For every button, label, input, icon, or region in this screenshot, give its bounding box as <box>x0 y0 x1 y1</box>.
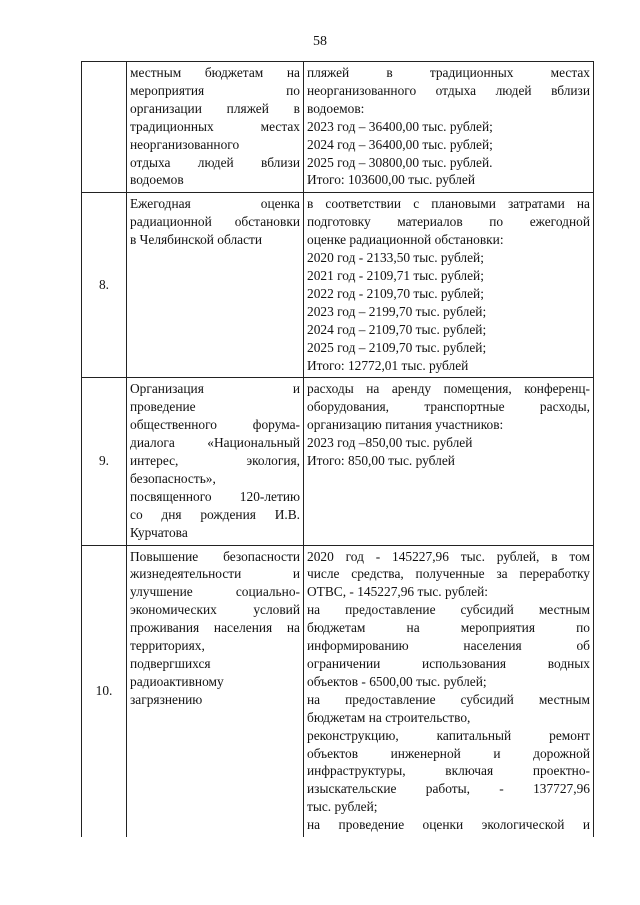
funding-line: на предоставление субсидий местным <box>307 691 590 707</box>
page-number: 58 <box>313 34 327 49</box>
table-row <box>82 545 594 837</box>
funding-line: на предоставление субсидий местным <box>307 602 590 618</box>
measure-name-line: улучшение социально- <box>130 584 300 600</box>
funding-line: 2025 год – 2109,70 тыс. рублей; <box>307 339 487 355</box>
row-number <box>82 62 127 193</box>
measure-name-line: проведение <box>130 399 196 415</box>
funding-line: 2024 год – 2109,70 тыс. рублей; <box>307 321 487 337</box>
funding-line: 2021 год - 2109,71 тыс. рублей; <box>307 267 484 283</box>
funding-description-cell <box>304 378 594 545</box>
row-number: 9. <box>82 378 127 545</box>
measure-name-line: организации пляжей в <box>130 100 300 116</box>
measure-name-line: отдыха людей вблизи <box>130 154 300 170</box>
measure-name-line: проживания населения на <box>130 620 300 636</box>
funding-line: бюджетам на строительство, <box>307 709 471 725</box>
measure-name-line: посвященного 120-летию <box>130 488 300 504</box>
measure-name-line: местным бюджетам на <box>130 65 300 80</box>
funding-line: ОТВС, - 145227,96 тыс. рублей: <box>307 584 488 600</box>
measure-name-line: диалога «Национальный <box>130 435 300 451</box>
measure-name-line: загрязнению <box>130 691 203 707</box>
funding-line: подготовку материалов по ежегодной <box>307 214 590 230</box>
funding-line: 2022 год - 2109,70 тыс. рублей; <box>307 285 484 301</box>
funding-line: в соответствии с плановыми затратами на <box>307 196 590 212</box>
funding-line: тыс. рублей; <box>307 799 378 815</box>
funding-line: расходы на аренду помещения, конференц- <box>307 381 590 397</box>
funding-line: ограничении использования водных <box>307 656 590 671</box>
measure-name-line: со дня рождения И.В. <box>130 506 300 522</box>
funding-line: 2020 год - 2133,50 тыс. рублей; <box>307 250 484 266</box>
measure-name-line: мероприятия по <box>130 82 300 98</box>
funding-line: Итого: 850,00 тыс. рублей <box>307 453 455 469</box>
funding-line: изыскательские работы, - 137727,96 <box>307 781 590 797</box>
funding-line: Итого: 103600,00 тыс. рублей <box>307 172 476 188</box>
funding-line: 2025 год – 30800,00 тыс. рублей. <box>307 154 493 170</box>
funding-line: оборудования, транспортные расходы, <box>307 399 590 415</box>
measure-name-line: интерес, экология, <box>130 453 300 469</box>
measure-name-line: Курчатова <box>130 524 188 540</box>
measure-name-line: в Челябинской области <box>130 232 263 248</box>
measure-name-line: безопасность», <box>130 470 216 486</box>
funding-description-cell <box>304 62 594 193</box>
document-table <box>81 61 594 837</box>
measure-name-line: радиоактивному <box>130 673 224 689</box>
measure-name-cell <box>127 378 304 545</box>
measure-name-line: общественного форума- <box>130 417 300 433</box>
funding-line: объектов - 6500,00 тыс. рублей; <box>307 673 487 689</box>
funding-line: информированию населения об <box>307 638 590 654</box>
row-number: 8. <box>82 193 127 378</box>
measure-name-line: подвергшихся <box>130 656 211 671</box>
measure-name-line: водоемов <box>130 172 184 188</box>
measure-name-line: неорганизованного <box>130 136 240 152</box>
measure-name-cell <box>127 62 304 193</box>
measure-name-cell <box>127 545 304 837</box>
measure-name-line: радиационной обстановки <box>130 214 300 230</box>
funding-line: оценке радиационной обстановки: <box>307 232 504 248</box>
funding-line: инфраструктуры, включая проектно- <box>307 763 590 779</box>
measure-name-cell <box>127 193 304 378</box>
funding-description-cell <box>304 545 594 837</box>
funding-line: 2023 год –850,00 тыс. рублей <box>307 435 473 451</box>
funding-line: 2023 год – 2199,70 тыс. рублей; <box>307 303 487 319</box>
measure-name-line: территориях, <box>130 638 205 654</box>
measure-name-line: жизнедеятельности и <box>130 566 300 582</box>
funding-line: бюджетам на мероприятия по <box>307 620 590 636</box>
funding-line: объектов инженерной и дорожной <box>307 745 590 761</box>
funding-description-cell <box>304 193 594 378</box>
measure-name-line: Организация и <box>130 381 300 397</box>
funding-line: реконструкцию, капитальный ремонт <box>307 727 590 743</box>
funding-line: организацию питания участников: <box>307 417 504 433</box>
funding-line: водоемов: <box>307 100 365 116</box>
table-row <box>82 62 594 193</box>
row-number: 10. <box>82 545 127 837</box>
funding-line: 2024 год – 36400,00 тыс. рублей; <box>307 136 493 152</box>
measure-name-line: традиционных местах <box>130 118 300 134</box>
funding-line: неорганизованного отдыха людей вблизи <box>307 82 590 98</box>
funding-line: пляжей в традиционных местах <box>307 65 590 80</box>
table-row <box>82 378 594 545</box>
measure-name-line: экономических условий <box>130 602 300 618</box>
funding-line: числе средства, полученные за переработку <box>307 566 590 582</box>
table-row <box>82 193 594 378</box>
funding-line: на проведение оценки экологической и <box>307 817 590 833</box>
measure-name-line: Ежегодная оценка <box>130 196 300 212</box>
funding-line: Итого: 12772,01 тыс. рублей <box>307 357 469 373</box>
funding-line: 2020 год - 145227,96 тыс. рублей, в том <box>307 548 590 564</box>
measure-name-line: Повышение безопасности <box>130 548 300 564</box>
funding-line: 2023 год – 36400,00 тыс. рублей; <box>307 118 493 134</box>
